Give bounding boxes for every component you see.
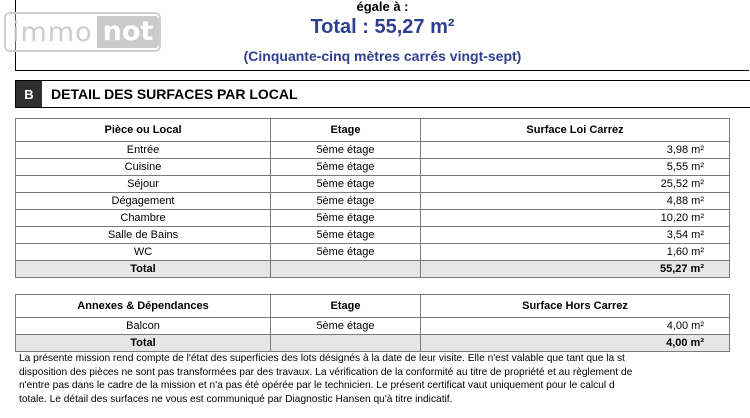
column-header: Etage bbox=[271, 119, 421, 142]
egale-label: égale à : bbox=[356, 0, 409, 14]
room-floor: 5ème étage bbox=[271, 176, 421, 193]
total-label: Total bbox=[16, 261, 271, 278]
total-surface-words: (Cinquante-cinq mètres carrés vingt-sept) bbox=[243, 48, 522, 64]
table-row bbox=[16, 193, 730, 210]
table-row bbox=[16, 244, 730, 261]
room-surface: 4,88 m² bbox=[421, 193, 730, 210]
room-floor: 5ème étage bbox=[271, 227, 421, 244]
annex-surface: 4,00 m² bbox=[421, 318, 730, 335]
total-floor bbox=[271, 261, 421, 278]
annexes-surface-table bbox=[15, 294, 730, 352]
room-name: Dégagement bbox=[16, 193, 271, 210]
disclaimer-line: disposition des pièces ne sont pas transformées par des travaux. La vérification de la conformité au titre de propriété et au règlement de bbox=[19, 366, 633, 378]
disclaimer-line: totale. Le détail des surfaces ne vous est communiqué par Diagnostic Hansen qu'à titre indicatif. bbox=[19, 393, 453, 405]
room-surface: 25,52 m² bbox=[421, 176, 730, 193]
room-surface: 5,55 m² bbox=[421, 159, 730, 176]
column-header: Etage bbox=[271, 295, 421, 318]
table-header-row bbox=[16, 295, 730, 318]
room-name: WC bbox=[16, 244, 271, 261]
section-letter: B bbox=[16, 81, 42, 107]
total-surface-value: 4,00 m² bbox=[421, 335, 730, 352]
column-header: Surface Loi Carrez bbox=[421, 119, 730, 142]
room-name: Séjour bbox=[16, 176, 271, 193]
annex-name: Balcon bbox=[16, 318, 271, 335]
room-name: Chambre bbox=[16, 210, 271, 227]
total-label: Total bbox=[16, 335, 271, 352]
room-floor: 5ème étage bbox=[271, 193, 421, 210]
room-surface: 3,98 m² bbox=[421, 142, 730, 159]
total-floor bbox=[271, 335, 421, 352]
table-row bbox=[16, 227, 730, 244]
total-surface-value: 55,27 m² bbox=[421, 261, 730, 278]
room-floor: 5ème étage bbox=[271, 244, 421, 261]
room-name: Salle de Bains bbox=[16, 227, 271, 244]
table-row bbox=[16, 210, 730, 227]
room-name: Entrée bbox=[16, 142, 271, 159]
room-name: Cuisine bbox=[16, 159, 271, 176]
watermark-text-right: not bbox=[97, 16, 160, 48]
room-surface: 1,60 m² bbox=[421, 244, 730, 261]
section-title: DETAIL DES SURFACES PAR LOCAL bbox=[51, 86, 298, 102]
rooms-surface-table bbox=[15, 118, 730, 278]
annex-floor: 5ème étage bbox=[271, 318, 421, 335]
table-row bbox=[16, 176, 730, 193]
room-floor: 5ème étage bbox=[271, 210, 421, 227]
disclaimer-paragraph bbox=[19, 352, 750, 406]
room-floor: 5ème étage bbox=[271, 142, 421, 159]
table-row bbox=[16, 159, 730, 176]
column-header: Surface Hors Carrez bbox=[421, 295, 730, 318]
disclaimer-line: n'entre pas dans le cadre de la mission et n'a pas été opérée par le technicien. Le présent certificat vaut uniquement pour le calcul d bbox=[19, 380, 615, 391]
room-surface: 10,20 m² bbox=[421, 210, 730, 227]
total-surface: Total : 55,27 m² bbox=[310, 16, 455, 38]
table-total-row bbox=[16, 335, 730, 352]
table-row bbox=[16, 318, 730, 335]
table-total-row bbox=[16, 261, 730, 278]
disclaimer-line: La présente mission rend compte de l'état des superficies des lots désignés à la date de leur visite. Elle n'est valable que tant que la st bbox=[19, 353, 625, 364]
watermark-text-left: immo bbox=[12, 16, 93, 48]
immonot-watermark-logo bbox=[4, 12, 161, 52]
section-header bbox=[15, 80, 750, 108]
room-floor: 5ème étage bbox=[271, 159, 421, 176]
column-header: Annexes & Dépendances bbox=[16, 295, 271, 318]
table-header-row bbox=[16, 119, 730, 142]
column-header: Pièce ou Local bbox=[16, 119, 271, 142]
room-surface: 3,54 m² bbox=[421, 227, 730, 244]
table-row bbox=[16, 142, 730, 159]
